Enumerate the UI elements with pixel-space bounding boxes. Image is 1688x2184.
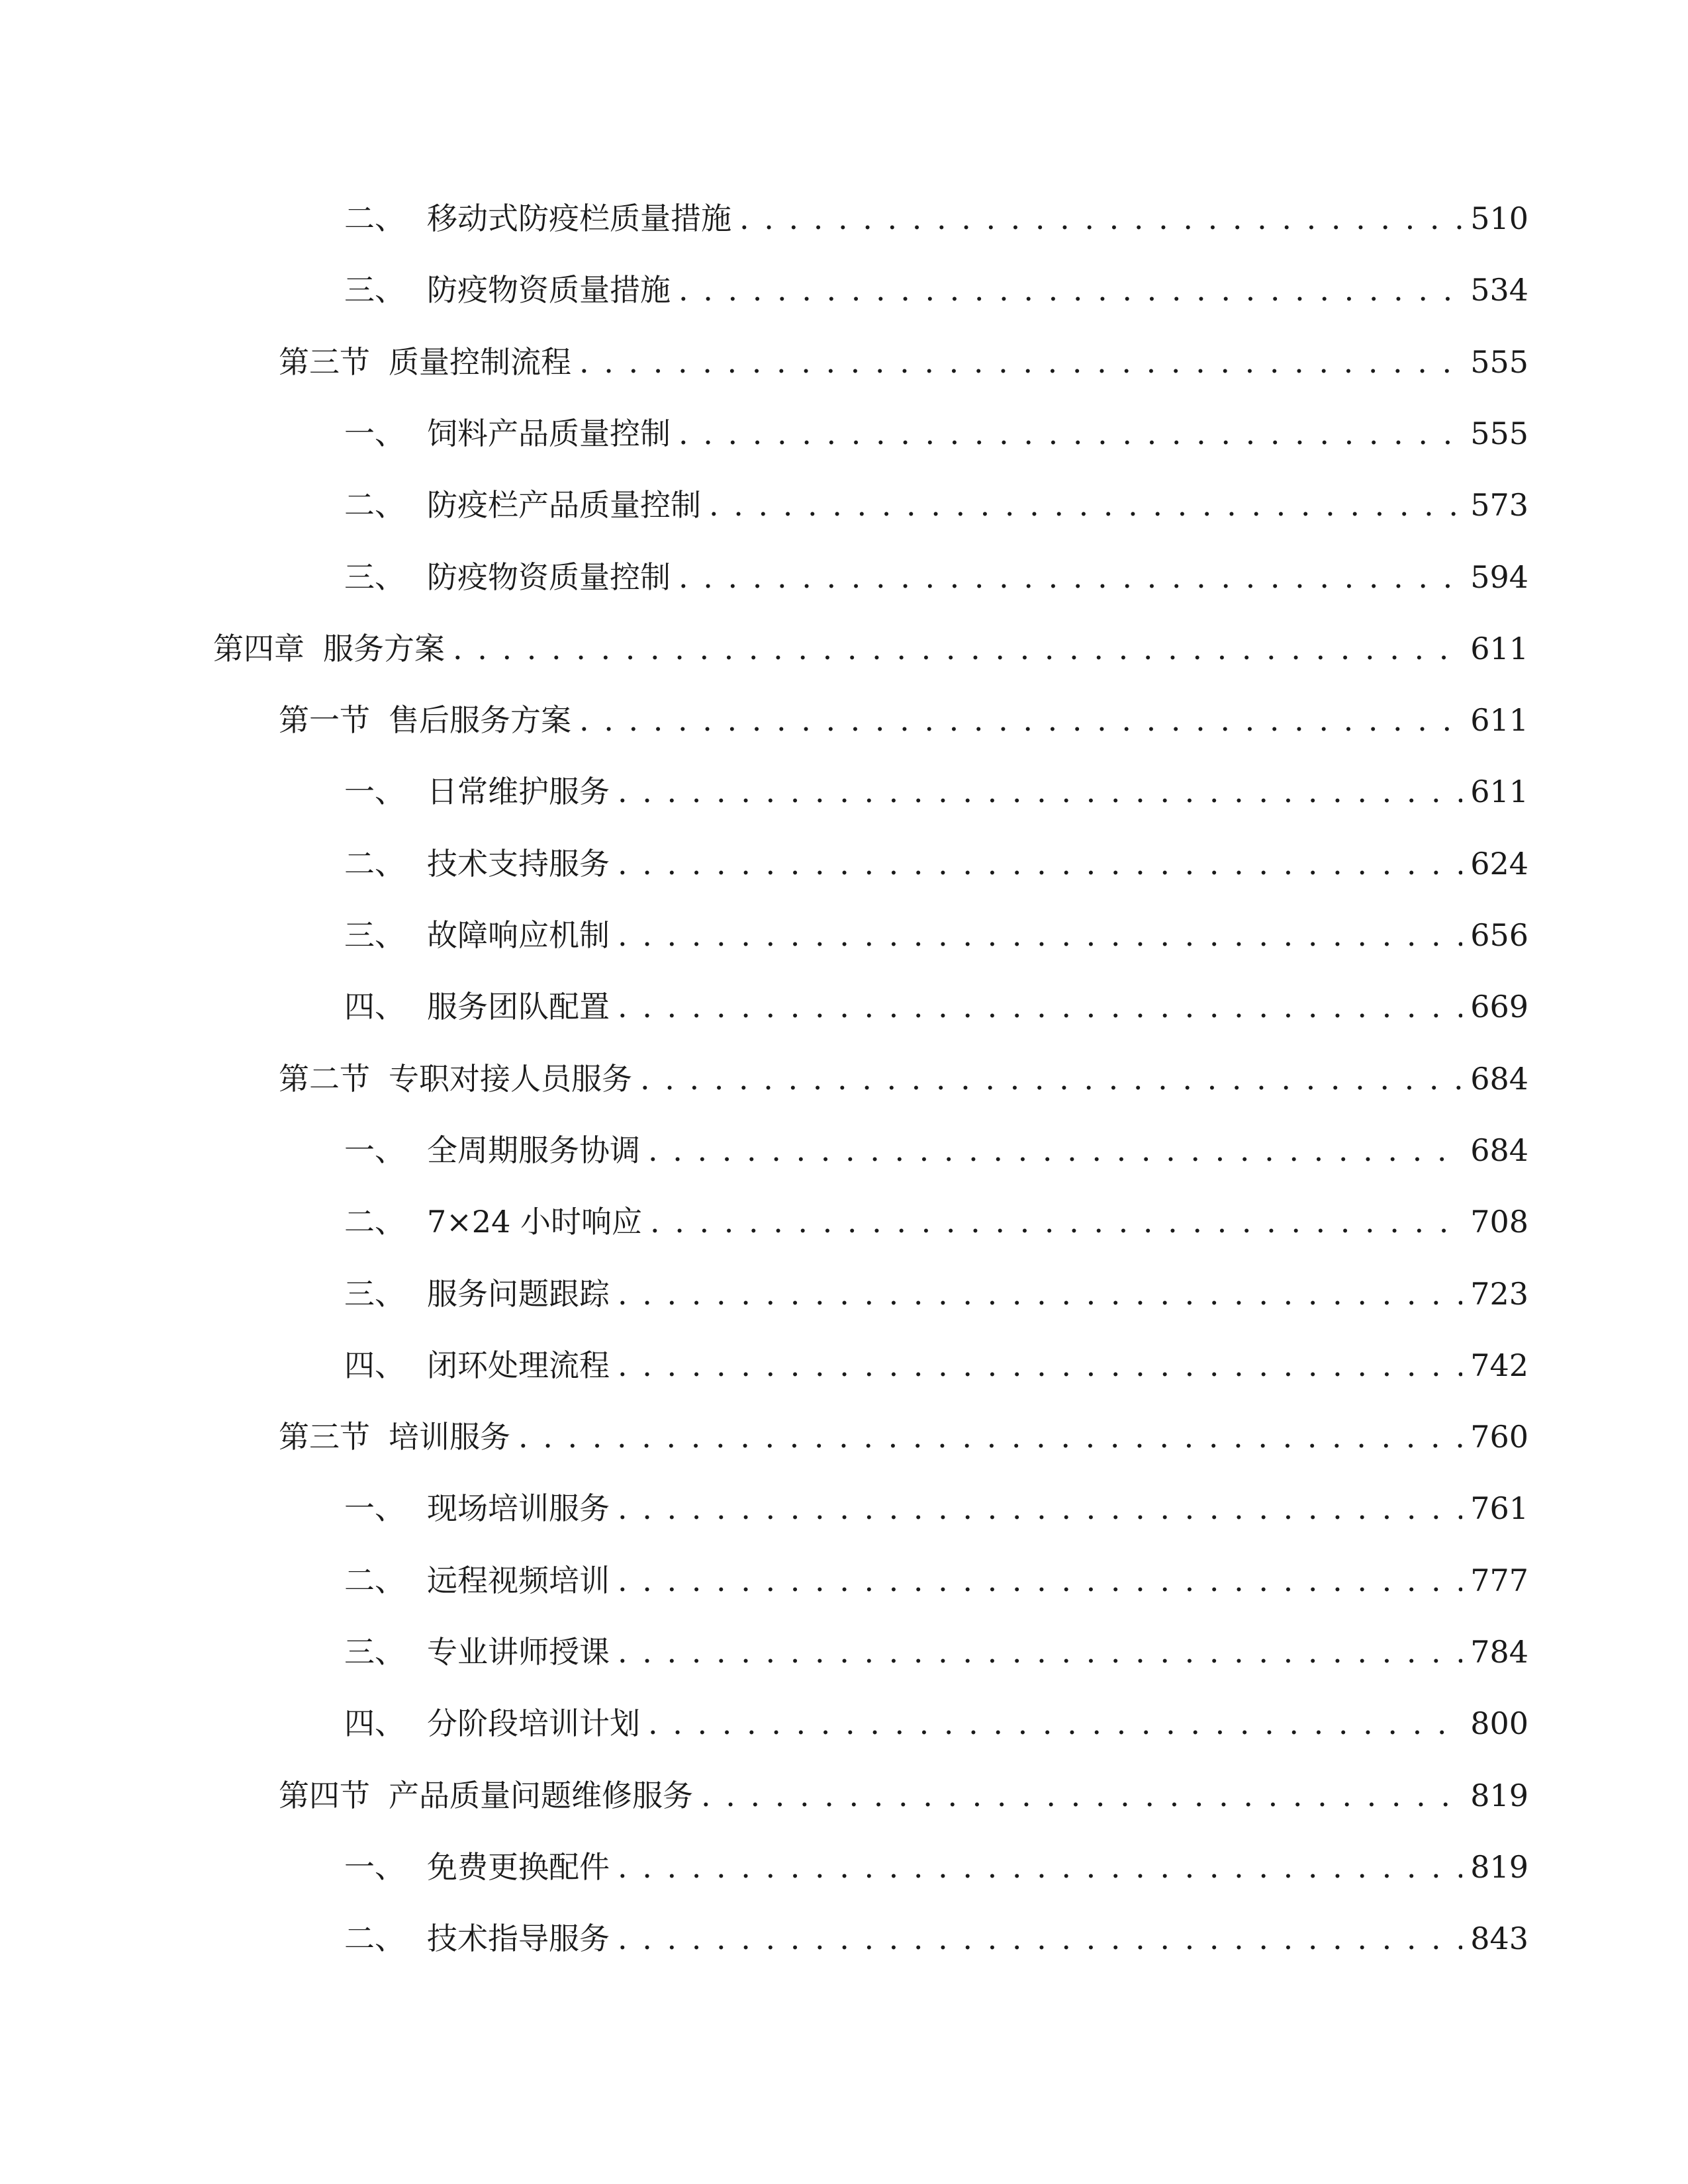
toc-entry-title: 闭环处理流程 [427, 1347, 610, 1383]
toc-entry[interactable] [279, 1052, 1528, 1105]
toc-entry[interactable] [344, 1554, 1528, 1607]
toc-entry-title: 服务团队配置 [427, 989, 610, 1024]
toc-entry-page-number: 611 [1470, 702, 1528, 738]
toc-entry-number: 三、 [344, 272, 405, 308]
toc-entry-number: 三、 [344, 559, 405, 595]
toc-entry-title: 防疫物资质量控制 [427, 559, 671, 595]
toc-entry-title: 质量控制流程 [389, 344, 571, 380]
toc-dot-leader [618, 765, 1462, 818]
toc-entry-page-number: 656 [1470, 917, 1528, 953]
toc-entry-number: 一、 [344, 1132, 405, 1168]
toc-dot-leader [579, 694, 1462, 747]
toc-entry-page-number: 760 [1470, 1419, 1528, 1455]
toc-entry-title: 技术指导服务 [427, 1921, 610, 1956]
toc-dot-leader [618, 1482, 1462, 1535]
toc-entry-number: 四、 [344, 989, 405, 1024]
toc-entry-number: 二、 [344, 201, 405, 236]
toc-entry-prefix: 第四节 [279, 1778, 370, 1813]
toc-entry-page-number: 611 [1470, 774, 1528, 809]
toc-entry-title: 防疫栏产品质量控制 [427, 487, 701, 523]
toc-entry-page-number: 819 [1470, 1778, 1528, 1813]
toc-dot-leader [618, 909, 1462, 962]
toc-entry[interactable] [344, 1912, 1528, 1965]
toc-entry-title: 技术支持服务 [427, 846, 610, 882]
toc-entry[interactable] [213, 622, 1528, 675]
toc-entry-number: 四、 [344, 1347, 405, 1383]
toc-entry-page-number: 784 [1470, 1634, 1528, 1670]
toc-entry-page-number: 800 [1470, 1706, 1528, 1741]
toc-dot-leader [739, 192, 1462, 245]
toc-dot-leader [640, 1052, 1462, 1105]
toc-entry[interactable] [279, 1410, 1528, 1463]
toc-entry[interactable] [344, 837, 1528, 890]
toc-entry-title: 免费更换配件 [427, 1849, 610, 1885]
toc-dot-leader [701, 1769, 1462, 1822]
toc-entry-page-number: 684 [1470, 1132, 1528, 1168]
toc-entry-title: 全周期服务协调 [427, 1132, 640, 1168]
toc-dot-leader [709, 478, 1462, 531]
toc-entry[interactable] [344, 1482, 1528, 1535]
toc-dot-leader [618, 1339, 1462, 1392]
toc-dot-leader [518, 1410, 1462, 1463]
toc-entry-title: 远程视频培训 [427, 1563, 610, 1598]
toc-entry-page-number: 742 [1470, 1347, 1528, 1383]
toc-entry-page-number: 819 [1470, 1849, 1528, 1885]
toc-entry-title: 专职对接人员服务 [389, 1061, 632, 1097]
toc-entry-page-number: 555 [1470, 416, 1528, 451]
toc-entry-page-number: 510 [1470, 201, 1528, 236]
toc-entry[interactable] [344, 478, 1528, 531]
toc-entry-page-number: 555 [1470, 344, 1528, 380]
toc-entry[interactable] [344, 1697, 1528, 1750]
toc-entry-number: 一、 [344, 1490, 405, 1526]
toc-entry-prefix: 第三节 [279, 1419, 370, 1455]
toc-entry-number: 四、 [344, 1706, 405, 1741]
toc-entry-title: 日常维护服务 [427, 774, 610, 809]
toc-entry-number: 一、 [344, 774, 405, 809]
toc-entry-number: 三、 [344, 917, 405, 953]
toc-entry[interactable] [344, 1841, 1528, 1893]
toc-entry-page-number: 594 [1470, 559, 1528, 595]
toc-entry[interactable] [279, 1769, 1528, 1822]
toc-entry[interactable] [344, 1625, 1528, 1678]
toc-entry-number: 二、 [344, 1563, 405, 1598]
toc-entry-prefix: 第四章 [213, 631, 305, 666]
toc-entry[interactable] [344, 1267, 1528, 1320]
toc-entry-page-number: 534 [1470, 272, 1528, 308]
toc-entry-title: 售后服务方案 [389, 702, 571, 738]
toc-dot-leader [679, 551, 1462, 604]
toc-entry-number: 一、 [344, 1849, 405, 1885]
toc-dot-leader [618, 1554, 1462, 1607]
toc-entry-prefix: 第一节 [279, 702, 370, 738]
toc-entry-number: 二、 [344, 487, 405, 523]
toc-entry[interactable] [279, 336, 1528, 388]
toc-entry-title: 服务方案 [323, 631, 445, 666]
toc-entry-prefix: 第二节 [279, 1061, 370, 1097]
toc-entry-page-number: 843 [1470, 1921, 1528, 1956]
toc-entry-title: 饲料产品质量控制 [427, 416, 671, 451]
toc-entry-title: 产品质量问题维修服务 [389, 1778, 693, 1813]
toc-entry[interactable] [279, 694, 1528, 747]
toc-entry[interactable] [344, 551, 1528, 604]
toc-dot-leader [618, 1841, 1462, 1893]
toc-entry[interactable] [344, 192, 1528, 245]
toc-entry[interactable] [344, 407, 1528, 460]
toc-entry[interactable] [344, 1124, 1528, 1177]
toc-entry-page-number: 708 [1470, 1204, 1528, 1240]
toc-entry-page-number: 684 [1470, 1061, 1528, 1097]
toc-dot-leader [453, 622, 1462, 675]
toc-entry-title: 故障响应机制 [427, 917, 610, 953]
toc-entry-page-number: 777 [1470, 1563, 1528, 1598]
toc-entry-title: 专业讲师授课 [427, 1634, 610, 1670]
toc-entry-number: 三、 [344, 1634, 405, 1670]
toc-entry-title: 分阶段培训计划 [427, 1706, 640, 1741]
toc-entry-page-number: 761 [1470, 1490, 1528, 1526]
toc-entry-number: 一、 [344, 416, 405, 451]
toc-entry[interactable] [344, 263, 1528, 316]
toc-dot-leader [618, 1912, 1462, 1965]
toc-entry-prefix: 第三节 [279, 344, 370, 380]
toc-dot-leader [618, 1625, 1462, 1678]
toc-dot-leader [618, 980, 1462, 1033]
toc-dot-leader [650, 1195, 1462, 1248]
toc-entry-title: 7×24 小时响应 [427, 1204, 642, 1240]
toc-entry-number: 二、 [344, 1921, 405, 1956]
toc-entry-number: 二、 [344, 1204, 405, 1240]
toc-entry[interactable] [344, 1195, 1528, 1248]
toc-entry[interactable] [344, 909, 1528, 962]
toc-entry-number: 二、 [344, 846, 405, 882]
toc-entry-title: 培训服务 [389, 1419, 510, 1455]
toc-entry[interactable] [344, 1339, 1528, 1392]
toc-dot-leader [579, 336, 1462, 388]
toc-dot-leader [648, 1124, 1462, 1177]
toc-dot-leader [648, 1697, 1462, 1750]
toc-dot-leader [618, 1267, 1462, 1320]
toc-entry-page-number: 669 [1470, 989, 1528, 1024]
toc-entry-page-number: 723 [1470, 1276, 1528, 1312]
toc-dot-leader [618, 837, 1462, 890]
toc-entry-title: 防疫物资质量措施 [427, 272, 671, 308]
toc-entry-title: 现场培训服务 [427, 1490, 610, 1526]
toc-entry-page-number: 611 [1470, 631, 1528, 666]
toc-entry-page-number: 573 [1470, 487, 1528, 523]
toc-entry[interactable] [344, 765, 1528, 818]
toc-entry[interactable] [344, 980, 1528, 1033]
toc-entry-title: 移动式防疫栏质量措施 [427, 201, 731, 236]
toc-entry-number: 三、 [344, 1276, 405, 1312]
toc-entry-title: 服务问题跟踪 [427, 1276, 610, 1312]
toc-entry-page-number: 624 [1470, 846, 1528, 882]
toc-dot-leader [679, 407, 1462, 460]
toc-dot-leader [679, 263, 1462, 316]
